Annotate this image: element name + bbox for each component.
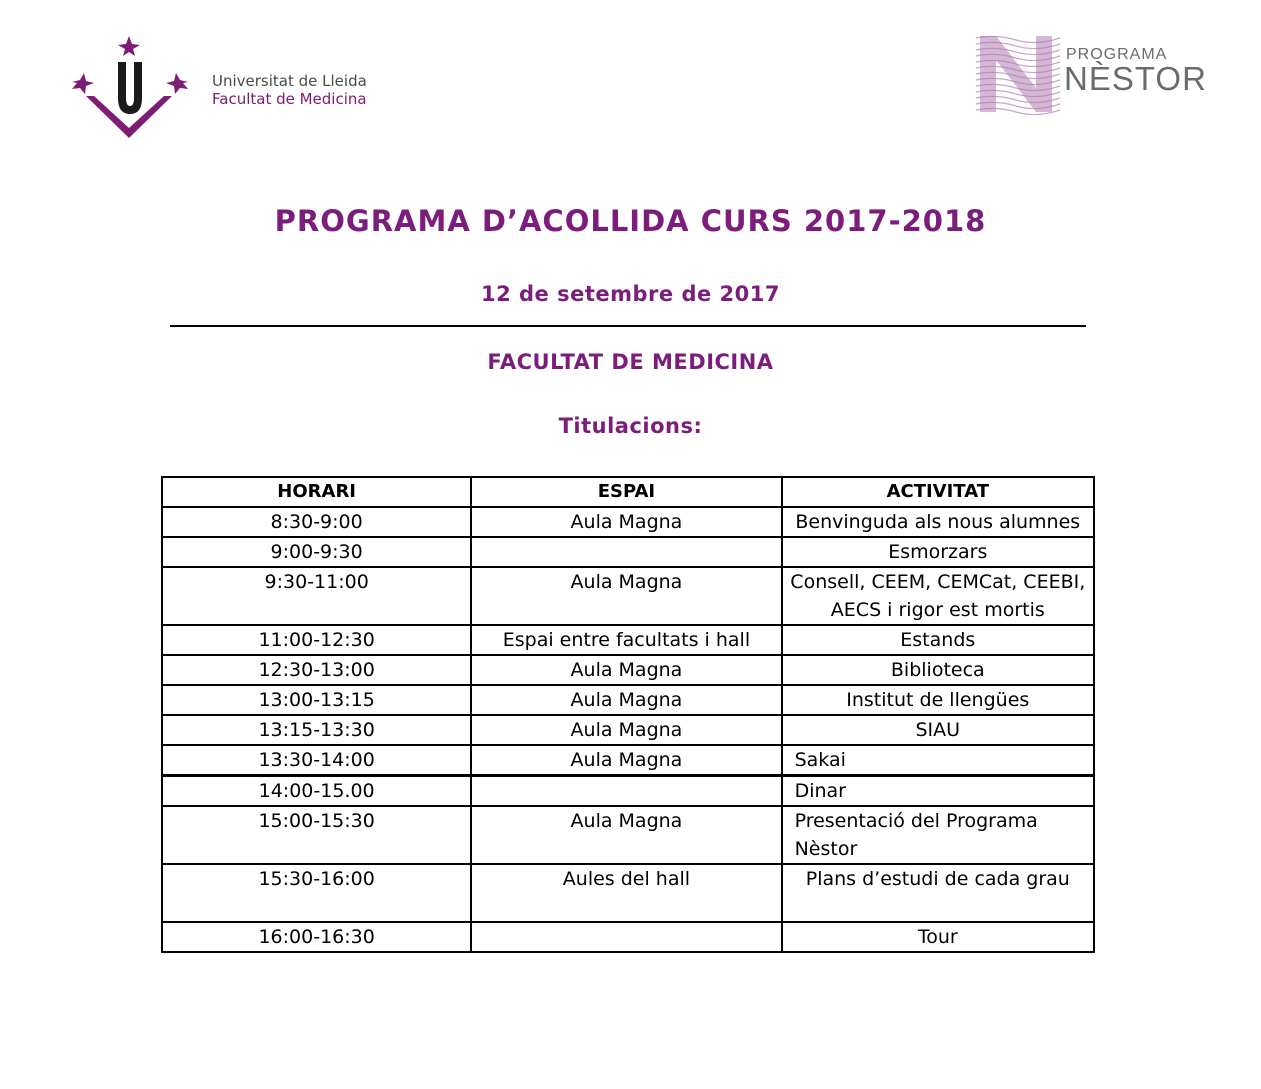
cell-time: 8:30-9:00 <box>162 507 471 537</box>
cell-place: Aula Magna <box>471 745 781 776</box>
page-title: PROGRAMA D’ACOLLIDA CURS 2017-2018 <box>274 204 987 238</box>
table-row <box>162 685 1094 715</box>
cell-time: 13:15-13:30 <box>162 715 471 745</box>
table-header-row <box>162 477 1094 507</box>
nestor-logo <box>974 32 1224 116</box>
event-date: 12 de setembre de 2017 <box>480 282 780 306</box>
table-row <box>162 922 1094 952</box>
cell-activity: SIAU <box>782 715 1094 745</box>
cell-activity: Biblioteca <box>782 655 1094 685</box>
cell-time: 14:00-15.00 <box>162 776 471 807</box>
cell-activity: Esmorzars <box>782 537 1094 567</box>
cell-place: Aula Magna <box>471 567 781 625</box>
cell-activity: Consell, CEEM, CEMCat, CEEBI, AECS i rigor est mortis <box>782 567 1094 625</box>
cell-place: Aula Magna <box>471 685 781 715</box>
cell-place: Aula Magna <box>471 507 781 537</box>
cell-activity: Plans d’estudi de cada grau <box>782 864 1094 922</box>
cell-place: Espai entre facultats i hall <box>471 625 781 655</box>
cell-time: 13:30-14:00 <box>162 745 471 776</box>
table-row <box>162 745 1094 776</box>
nestor-name-label: NÈSTOR <box>1064 60 1207 97</box>
divider-line <box>170 325 1086 327</box>
nestor-programa-label: PROGRAMA <box>1066 46 1168 63</box>
header-horari: HORARI <box>162 477 471 507</box>
cell-time: 16:00-16:30 <box>162 922 471 952</box>
header-espai: ESPAI <box>471 477 781 507</box>
table-row <box>162 625 1094 655</box>
university-name: Universitat de Lleida <box>212 72 367 90</box>
cell-time: 11:00-12:30 <box>162 625 471 655</box>
udl-wordmark <box>212 72 367 108</box>
cell-time: 12:30-13:00 <box>162 655 471 685</box>
cell-time: 9:30-11:00 <box>162 567 471 625</box>
cell-time: 9:00-9:30 <box>162 537 471 567</box>
cell-place <box>471 776 781 807</box>
cell-place: Aula Magna <box>471 715 781 745</box>
cell-time: 15:30-16:00 <box>162 864 471 922</box>
table-row <box>162 806 1094 864</box>
cell-activity: Presentació del Programa Nèstor <box>782 806 1094 864</box>
cell-place: Aula Magna <box>471 655 781 685</box>
cell-place: Aules del hall <box>471 864 781 922</box>
cell-place: Aula Magna <box>471 806 781 864</box>
nestor-n-icon <box>974 32 1064 116</box>
cell-activity: Sakai <box>782 745 1094 776</box>
cell-activity: Tour <box>782 922 1094 952</box>
table-row <box>162 567 1094 625</box>
cell-activity: Benvinguda als nous alumnes <box>782 507 1094 537</box>
table-row <box>162 715 1094 745</box>
cell-place <box>471 922 781 952</box>
table-row <box>162 655 1094 685</box>
degrees-heading: Titulacions: <box>558 414 703 438</box>
schedule-table <box>161 476 1095 953</box>
cell-place <box>471 537 781 567</box>
table-row <box>162 864 1094 922</box>
cell-activity: Estands <box>782 625 1094 655</box>
table-row <box>162 507 1094 537</box>
table-row <box>162 537 1094 567</box>
cell-activity: Institut de llengües <box>782 685 1094 715</box>
cell-time: 13:00-13:15 <box>162 685 471 715</box>
faculty-heading: FACULTAT DE MEDICINA <box>487 350 774 374</box>
header-activitat: ACTIVITAT <box>782 477 1094 507</box>
cell-activity: Dinar <box>782 776 1094 807</box>
cell-time: 15:00-15:30 <box>162 806 471 864</box>
faculty-name: Facultat de Medicina <box>212 90 367 108</box>
table-row <box>162 776 1094 807</box>
udl-emblem-icon <box>66 36 196 140</box>
udl-logo <box>66 36 386 140</box>
